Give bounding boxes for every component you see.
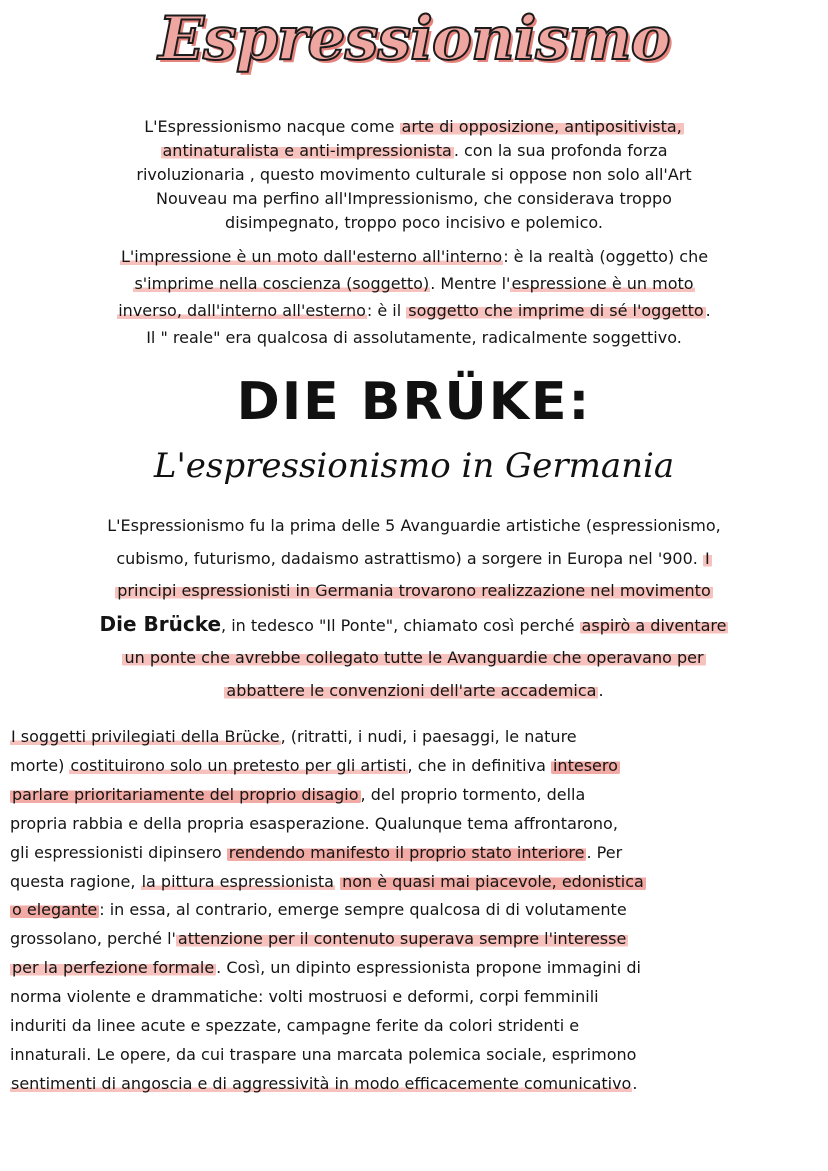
highlighted-text: attenzione per il contenuto superava sempre l'interesse	[177, 929, 627, 949]
brucke-paragraph	[0, 510, 828, 707]
highlighted-text: costituirono solo un pretesto per gli artisti	[70, 755, 407, 775]
intro-line	[0, 211, 828, 235]
highlighted-text: soggetto che imprime di sé l'oggetto	[408, 301, 704, 320]
highlighted-text: per la perfezione formale	[12, 958, 215, 978]
text-segment: L'Espressionismo fu la prima delle 5 Avanguardie artistiche (espressionismo,	[107, 516, 721, 535]
brucke-line	[0, 608, 828, 643]
impression-line	[0, 243, 828, 270]
highlighted-text: espressione è un moto	[511, 274, 694, 293]
subjects-line	[10, 896, 822, 925]
text-segment: cubismo, futurismo, dadaismo astrattismo) a sorgere in Europa nel '900.	[116, 548, 703, 568]
impression-line	[0, 270, 828, 297]
highlighted-text: arte di opposizione, antipositivista,	[401, 117, 682, 136]
text-segment: .	[632, 1073, 638, 1093]
highlighted-text: non è quasi mai piacevole, edonistica	[342, 871, 644, 891]
brucke-line	[0, 510, 828, 543]
impression-paragraph	[0, 243, 828, 351]
subjects-line	[10, 723, 822, 752]
highlighted-text: I soggetti privilegiati della Brücke	[11, 727, 280, 746]
subjects-paragraph	[10, 723, 822, 1099]
subjects-line	[10, 810, 822, 839]
highlighted-text: L'impressione è un moto dall'esterno all'interno	[120, 247, 503, 266]
highlighted-text: aspirò a diventare	[581, 615, 727, 635]
subjects-line	[10, 781, 822, 810]
brucke-line	[0, 543, 828, 576]
text-segment: morte)	[10, 755, 70, 775]
highlighted-text: antinaturalista e anti-impressionista	[162, 141, 452, 160]
subjects-line	[10, 1012, 822, 1041]
text-segment: : è il	[366, 301, 407, 320]
section-heading: DIE BRÜKE:	[236, 372, 592, 432]
impression-line	[0, 324, 828, 351]
page-title: Espressionismo	[158, 4, 670, 74]
section-subheading: L'espressionismo in Germania	[153, 446, 675, 486]
text-segment: disimpegnato, troppo poco incisivo e polemico.	[225, 213, 603, 232]
subjects-line	[10, 954, 822, 983]
subjects-line	[10, 1070, 822, 1099]
intro-line	[0, 187, 828, 211]
subjects-line	[10, 752, 822, 781]
subjects-line	[10, 868, 822, 897]
text-segment: questa ragione,	[10, 871, 141, 891]
text-segment: induriti da linee acute e spezzate, campagne ferite da colori stridenti e	[10, 1016, 580, 1036]
text-segment: L'Espressionismo nacque come	[144, 117, 400, 136]
text-segment: norma violente e drammatiche: volti mostruosi e deformi, corpi femminili	[10, 987, 599, 1007]
highlighted-text: I	[704, 548, 710, 568]
text-segment: .	[598, 680, 604, 700]
text-segment: , del proprio tormento, della	[360, 784, 586, 804]
text-segment: : è la realtà (oggetto) che	[503, 247, 709, 266]
text-segment: propria rabbia e della propria esasperazione. Qualunque tema affrontarono,	[10, 813, 618, 833]
text-segment: innaturali. Le opere, da cui traspare una marcata polemica sociale, esprimono	[10, 1044, 637, 1064]
intro-line	[0, 139, 828, 163]
emphasis-term: Die Brücke	[99, 611, 222, 636]
text-segment: Nouveau ma perfino all'Impressionismo, che considerava troppo	[156, 189, 672, 208]
subjects-line	[10, 1041, 822, 1070]
text-segment: . Per	[586, 842, 623, 862]
subjects-line	[10, 983, 822, 1012]
highlighted-text: intesero	[552, 755, 618, 775]
highlighted-text: principi espressionisti in Germania trovarono realizzazione nel movimento	[117, 581, 711, 600]
text-segment: grossolano, perché l'	[10, 929, 176, 949]
text-segment: . Mentre l'	[430, 274, 511, 293]
intro-line	[0, 115, 828, 139]
highlighted-text: sentimenti di angoscia e di aggressività in modo efficacemente comunicativo	[11, 1073, 632, 1093]
highlighted-text: abbattere le convenzioni dell'arte accademica	[226, 680, 597, 700]
text-segment: , (ritratti, i nudi, i paesaggi, le nature	[280, 727, 577, 746]
intro-line	[0, 163, 828, 187]
brucke-line	[0, 642, 828, 675]
highlighted-text: inverso, dall'interno all'esterno	[118, 301, 366, 320]
highlighted-text: rendendo manifesto il proprio stato interiore	[228, 842, 585, 862]
text-segment: .	[705, 301, 711, 320]
highlighted-text: s'imprime nella coscienza (soggetto)	[134, 274, 430, 293]
text-segment: : in essa, al contrario, emerge sempre qualcosa di di volutamente	[99, 900, 627, 920]
text-segment: , che in definitiva	[407, 755, 551, 775]
highlighted-text: o elegante	[12, 900, 98, 920]
text-segment: . con la sua profonda forza	[453, 141, 668, 160]
impression-line	[0, 297, 828, 324]
text-segment: . Così, un dipinto espressionista propone immagini di	[216, 958, 641, 978]
text-segment: rivoluzionaria , questo movimento culturale si oppose non solo all'Art	[136, 165, 692, 184]
intro-paragraph	[0, 115, 828, 235]
subjects-line	[10, 925, 822, 954]
text-segment: Il " reale" era qualcosa di assolutamente, radicalmente soggettivo.	[146, 328, 682, 347]
highlighted-text: la pittura espressionista	[141, 871, 334, 891]
subjects-line	[10, 839, 822, 868]
text-segment: gli espressionisti dipinsero	[10, 842, 227, 862]
highlighted-text: un ponte che avrebbe collegato tutte le Avanguardie che operavano per	[124, 648, 704, 667]
brucke-line	[0, 675, 828, 708]
text-segment: , in tedesco "Il Ponte", chiamato così perché	[221, 615, 580, 635]
highlighted-text: parlare prioritariamente del proprio disagio	[12, 784, 359, 804]
brucke-line	[0, 575, 828, 608]
